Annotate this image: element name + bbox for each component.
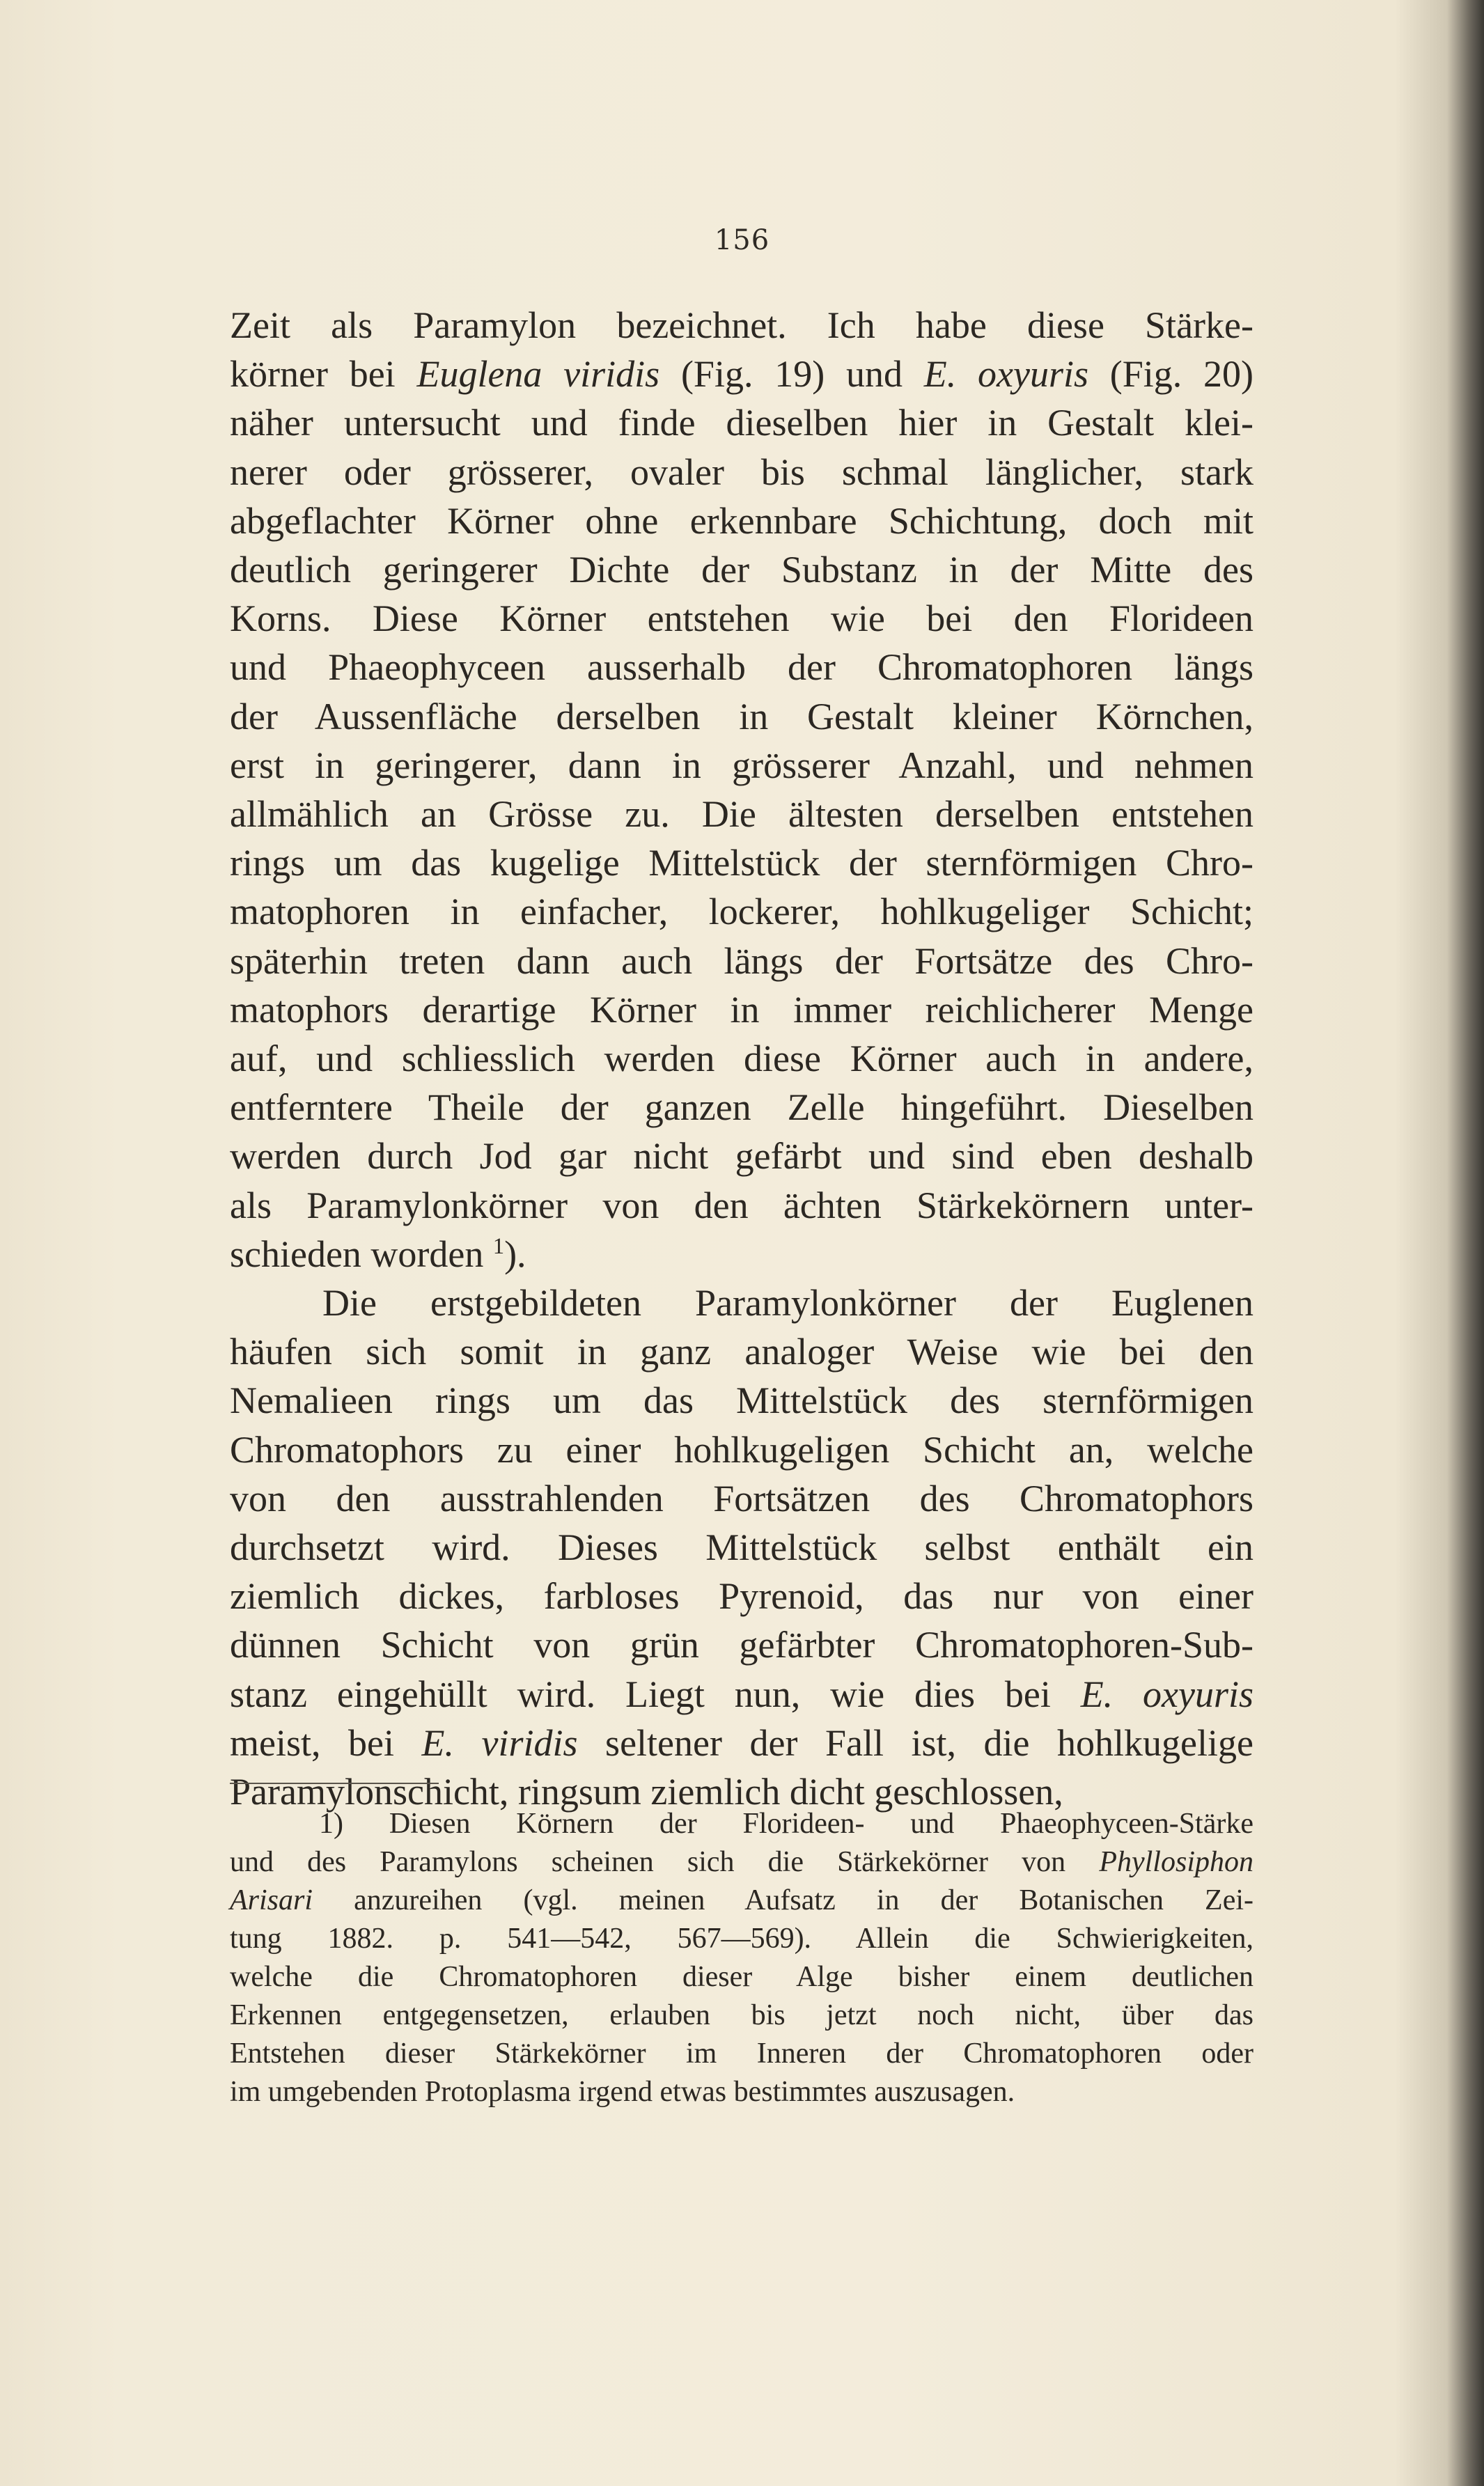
footnote-separator [230,1783,439,1784]
body-line: auf, und schliesslich werden diese Körner auch in andere, [230,1038,1253,1080]
body-line: und Phaeophyceen ausserhalb der Chromatophoren längs [230,646,1253,689]
footnote-line: Erkennen entgegensetzen, erlauben bis jetzt noch nicht, über das [230,1999,1253,2031]
footnotes [230,1805,1253,2111]
body-line: durchsetzt wird. Dieses Mittelstück selbst enthält ein [230,1526,1253,1569]
italic-term: Euglena viridis [416,353,660,396]
body-line: von den ausstrahlenden Fortsätzen des Chromatophors [230,1477,1253,1519]
body-line: erst in geringerer, dann in grösserer Anzahl, und nehmen [230,744,1253,786]
body-line: nerer oder grösserer, ovaler bis schmal länglicher, stark [230,451,1253,493]
body-line: rings um das kugelige Mittelstück der sternförmigen Chro- [230,842,1253,884]
body-line: Zeit als Paramylon bezeichnet. Ich habe diese Stärke- [230,304,1253,346]
body-line: werden durch Jod gar nicht gefärbt und sind eben deshalb [230,1135,1253,1178]
body-line: entferntere Theile der ganzen Zelle hingeführt. Dieselben [230,1086,1253,1129]
body-line: körner bei Euglena viridis (Fig. 19) und E. oxyuris (Fig. 20) [230,353,1254,396]
footnote-line: tung 1882. p. 541—542, 567—569). Allein die Schwierigkeiten, [230,1923,1253,1955]
italic-term: Arisari [230,1884,313,1916]
page-number: 156 [714,224,770,256]
italic-term: E. oxyuris [1080,1673,1254,1715]
body-line: ziemlich dickes, farbloses Pyrenoid, das nur von einer [230,1575,1253,1618]
footnote-line: Entstehen dieser Stärkekörner im Inneren der Chromatophoren oder [230,2038,1253,2070]
italic-term: E. oxyuris [923,353,1088,396]
footnote-line: im umgebenden Protoplasma irgend etwas bestimmtes auszusagen. [230,2076,1015,2108]
body-line: abgeflachter Körner ohne erkennbare Schichtung, doch mit [230,499,1253,542]
body-line: deutlich geringerer Dichte der Substanz in der Mitte des [230,549,1253,591]
body-line: späterhin treten dann auch längs der Fortsätze des Chro- [230,939,1253,982]
body-line: allmählich an Grösse zu. Die ältesten derselben entstehen [230,793,1253,836]
body-line: häufen sich somit in ganz analoger Weise wie bei den [230,1331,1253,1373]
body-line: Chromatophors zu einer hohlkugeligen Schicht an, welche [230,1428,1253,1471]
footnote-line: 1) Diesen Körnern der Florideen- und Phaeophyceen-Stärke [319,1808,1253,1840]
footnote-line: Arisari anzureihen (vgl. meinen Aufsatz in der Botanischen Zei- [230,1884,1253,1916]
body-line: stanz eingehüllt wird. Liegt nun, wie dies bei E. oxyuris [230,1673,1254,1715]
footnote-marker: 1 [492,1233,505,1259]
body-line: als Paramylonkörner von den ächten Stärkekörnern unter- [230,1184,1253,1226]
body-line: matophors derartige Körner in immer reichlicherer Menge [230,988,1253,1031]
body-line: näher untersucht und finde dieselben hier in Gestalt klei- [230,402,1253,444]
body-line: schieden worden $^1$). [230,1233,526,1275]
body-line: Nemalieen rings um das Mittelstück des sternförmigen [230,1379,1253,1422]
italic-term: E. viridis [421,1721,578,1764]
body-line: Die erstgebildeten Paramylonkörner der Euglenen [322,1282,1253,1324]
body-text [230,301,1253,1816]
italic-term: Phyllosiphon [1099,1846,1253,1878]
body-line: dünnen Schicht von grün gefärbter Chromatophoren-Sub- [230,1624,1253,1666]
body-line: der Aussenfläche derselben in Gestalt kleiner Körnchen, [230,695,1253,737]
body-line: meist, bei E. viridis seltener der Fall ist, die hohlkugelige [230,1721,1253,1764]
footnote-line: welche die Chromatophoren dieser Alge bisher einem deutlichen [230,1961,1253,1993]
footnote-line: und des Paramylons scheinen sich die Stärkekörner von Phyllosiphon [230,1846,1253,1878]
body-line: matophoren in einfacher, lockerer, hohlkugeliger Schicht; [230,891,1253,933]
body-line: Paramylonschicht, ringsum ziemlich dicht geschlossen, [230,1771,1063,1813]
body-line: Korns. Diese Körner entstehen wie bei den Florideen [230,597,1253,640]
